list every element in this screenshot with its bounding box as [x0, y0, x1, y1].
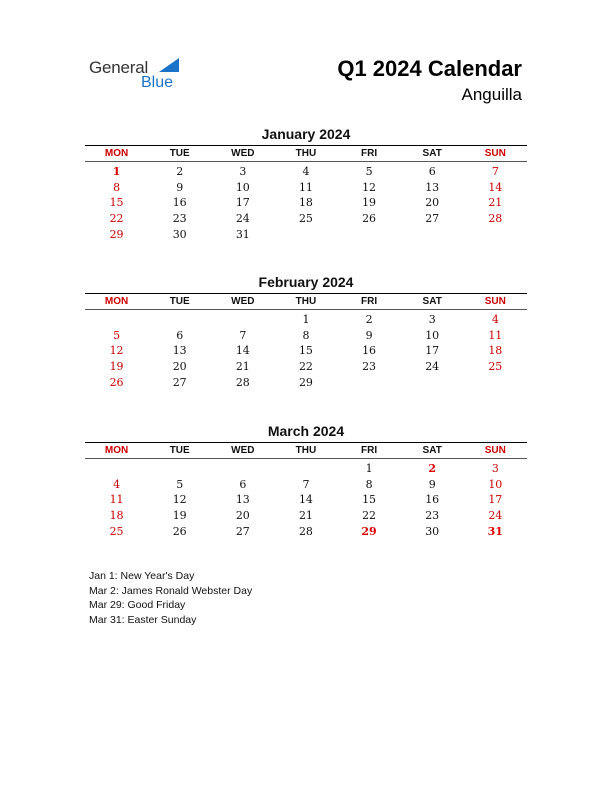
day-cell: 28 — [298, 524, 313, 538]
day-cell: 22 — [362, 509, 377, 523]
weekday-label: FRI — [361, 148, 378, 159]
empty-day-cell — [148, 312, 211, 328]
weekday-label: WED — [231, 445, 255, 456]
day-cell: 10 — [425, 328, 440, 342]
week-row — [85, 180, 527, 196]
day-cell: 4 — [491, 313, 499, 326]
empty-day-cell — [464, 227, 527, 243]
empty-day-cell — [401, 375, 464, 391]
day-cell: 25 — [488, 360, 503, 374]
empty-day-cell — [211, 461, 274, 477]
day-cell: 26 — [109, 375, 124, 389]
empty-day-cell — [85, 312, 148, 328]
day-cell: 29 — [109, 227, 124, 241]
day-cell: 22 — [298, 360, 313, 374]
day-cell: 3 — [491, 462, 499, 475]
day-cell: 21 — [235, 360, 250, 374]
weekday-label: FRI — [361, 296, 378, 307]
logo-text-general: General — [89, 58, 149, 77]
logo-triangle-icon — [159, 58, 179, 72]
day-cell: 17 — [425, 344, 440, 358]
empty-day-cell — [85, 461, 148, 477]
day-cell: 28 — [488, 212, 503, 226]
day-cell: 10 — [235, 180, 250, 194]
week-row — [85, 375, 527, 391]
day-cell: 19 — [362, 196, 377, 210]
day-cell: 14 — [488, 180, 503, 194]
weekday-label: WED — [231, 296, 255, 307]
day-cell: 24 — [235, 212, 250, 226]
day-cell: 26 — [362, 212, 377, 226]
day-cell: 10 — [488, 477, 503, 491]
month-title: March 2024 — [267, 423, 345, 439]
weekday-label: MON — [104, 296, 129, 307]
day-cell: 17 — [235, 196, 250, 210]
day-cell: 1 — [365, 462, 373, 475]
week-row — [85, 164, 527, 180]
day-cell: 5 — [365, 165, 373, 178]
day-cell: 20 — [425, 196, 440, 210]
day-cell: 7 — [302, 477, 310, 491]
day-cell: 11 — [109, 493, 124, 507]
holiday-note: Jan 1: New Year's Day — [89, 570, 195, 582]
day-cell: 12 — [362, 180, 377, 194]
week-row — [85, 492, 527, 508]
day-cell: 18 — [298, 196, 313, 210]
day-cell: 28 — [235, 375, 250, 389]
weekday-label: TUE — [169, 148, 190, 159]
day-cell: 11 — [298, 180, 313, 194]
weekday-label: TUE — [169, 296, 190, 307]
month-block — [85, 125, 527, 242]
weekday-label: THU — [295, 148, 317, 159]
day-cell: 2 — [365, 313, 373, 326]
day-cell: 1 — [112, 165, 121, 178]
day-cell: 25 — [298, 212, 313, 226]
day-cell: 4 — [302, 165, 310, 178]
empty-day-cell — [338, 227, 401, 243]
day-cell: 7 — [491, 165, 499, 178]
weekday-label: SUN — [484, 148, 506, 159]
day-cell: 9 — [365, 328, 373, 342]
day-cell: 14 — [298, 493, 313, 507]
day-cell: 16 — [172, 196, 187, 210]
day-cell: 30 — [425, 524, 440, 538]
day-cell: 19 — [172, 509, 187, 523]
day-cell: 22 — [109, 212, 124, 226]
weekday-label: SAT — [422, 445, 442, 456]
holiday-note: Mar 29: Good Friday — [89, 599, 186, 611]
day-cell: 13 — [235, 493, 250, 507]
country-name: Anguilla — [461, 85, 522, 104]
day-cell: 27 — [425, 212, 440, 226]
weekday-label: MON — [104, 148, 129, 159]
month-title: January 2024 — [261, 126, 351, 142]
week-row — [85, 359, 527, 375]
day-cell: 23 — [425, 509, 440, 523]
month-block — [85, 422, 527, 539]
day-cell: 13 — [172, 344, 187, 358]
day-cell: 6 — [428, 165, 436, 178]
day-cell: 6 — [176, 328, 184, 342]
empty-day-cell — [338, 375, 401, 391]
weekday-label: THU — [295, 445, 317, 456]
day-cell: 24 — [425, 360, 440, 374]
week-row — [85, 524, 527, 540]
empty-day-cell — [274, 227, 337, 243]
day-cell: 9 — [428, 477, 436, 491]
day-cell: 15 — [298, 344, 313, 358]
day-cell: 19 — [109, 360, 124, 374]
week-row — [85, 312, 527, 328]
week-row — [85, 328, 527, 344]
weekday-label: FRI — [361, 445, 378, 456]
day-cell: 26 — [172, 524, 187, 538]
week-row — [85, 195, 527, 211]
weekday-label: MON — [104, 445, 129, 456]
day-cell: 14 — [235, 344, 250, 358]
weekday-label: TUE — [169, 445, 190, 456]
day-cell: 24 — [488, 509, 503, 523]
day-cell: 2 — [176, 165, 184, 178]
weekday-header — [85, 146, 527, 162]
day-cell: 9 — [176, 180, 184, 194]
logo-text-blue: Blue — [141, 74, 174, 91]
day-cell: 2 — [428, 462, 437, 475]
day-cell: 7 — [239, 328, 247, 342]
empty-day-cell — [211, 312, 274, 328]
weekday-label: THU — [295, 296, 317, 307]
day-cell: 18 — [109, 509, 124, 523]
day-cell: 30 — [172, 227, 187, 241]
day-cell: 11 — [488, 328, 503, 342]
day-cell: 13 — [425, 180, 440, 194]
day-cell: 12 — [172, 493, 187, 507]
weekday-label: SAT — [422, 296, 442, 307]
day-cell: 25 — [109, 524, 124, 538]
week-row — [85, 343, 527, 359]
weekday-header — [85, 443, 527, 459]
day-cell: 16 — [362, 344, 377, 358]
day-cell: 4 — [113, 477, 121, 491]
day-cell: 8 — [113, 180, 121, 194]
week-row — [85, 227, 527, 243]
day-cell: 20 — [235, 509, 250, 523]
day-cell: 27 — [235, 524, 250, 538]
weekday-label: SUN — [484, 296, 506, 307]
day-cell: 15 — [109, 196, 124, 210]
day-cell: 1 — [302, 313, 310, 326]
holiday-note: Mar 31: Easter Sunday — [89, 613, 197, 626]
empty-day-cell — [148, 461, 211, 477]
weekday-label: SUN — [484, 445, 506, 456]
day-cell: 29 — [361, 524, 377, 538]
day-cell: 5 — [176, 477, 184, 491]
week-row — [85, 211, 527, 227]
month-block — [85, 273, 527, 390]
day-cell: 21 — [488, 196, 503, 210]
empty-day-cell — [464, 375, 527, 391]
day-cell: 16 — [425, 493, 440, 507]
holiday-note: Mar 2: James Ronald Webster Day — [89, 584, 253, 597]
day-cell: 5 — [113, 328, 121, 342]
day-cell: 27 — [172, 375, 187, 389]
week-row — [85, 508, 527, 524]
day-cell: 8 — [302, 328, 310, 342]
weekday-label: SAT — [422, 148, 442, 159]
empty-day-cell — [274, 461, 337, 477]
day-cell: 23 — [362, 360, 377, 374]
day-cell: 3 — [428, 313, 436, 326]
day-cell: 31 — [487, 524, 503, 538]
month-title: February 2024 — [258, 274, 354, 290]
weekday-label: WED — [231, 148, 255, 159]
page-title: Q1 2024 Calendar — [337, 56, 522, 81]
day-cell: 15 — [362, 493, 377, 507]
day-cell: 6 — [239, 477, 247, 491]
day-cell: 12 — [109, 344, 124, 358]
day-cell: 17 — [488, 493, 503, 507]
day-cell: 8 — [365, 477, 373, 491]
day-cell: 21 — [298, 509, 313, 523]
day-cell: 3 — [239, 165, 247, 178]
day-cell: 29 — [298, 375, 313, 389]
day-cell: 18 — [488, 344, 503, 358]
day-cell: 31 — [235, 227, 250, 241]
day-cell: 20 — [172, 360, 187, 374]
week-row — [85, 477, 527, 493]
empty-day-cell — [401, 227, 464, 243]
weekday-header — [85, 294, 527, 310]
week-row — [85, 461, 527, 477]
generalblue-logo — [89, 56, 189, 96]
day-cell: 23 — [172, 212, 187, 226]
holiday-notes — [89, 569, 252, 627]
